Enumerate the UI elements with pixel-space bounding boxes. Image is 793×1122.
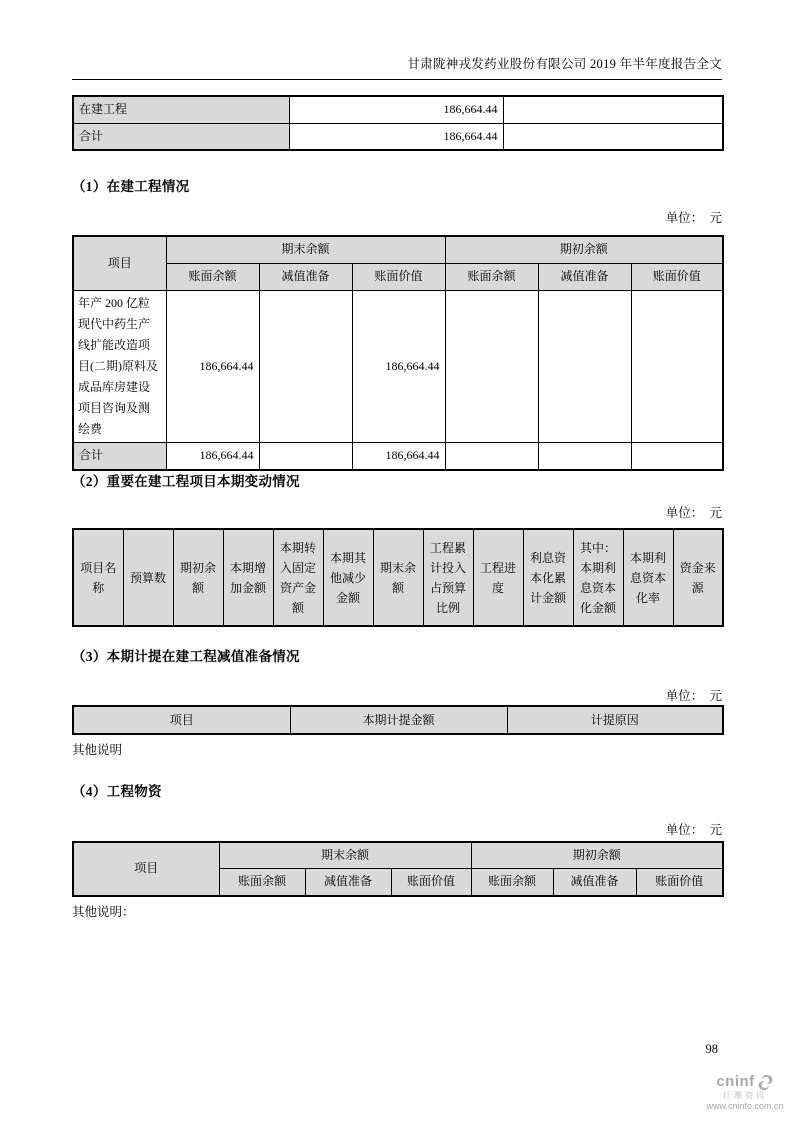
column-header: 减值准备 <box>538 263 631 290</box>
cninfo-url: www.cninfo.com.cn <box>706 1100 784 1111</box>
section-1-heading: （1）在建工程情况 <box>72 179 190 194</box>
value-cell <box>538 442 631 470</box>
column-header: 预算数 <box>123 529 173 626</box>
cninfo-brand-text: cninf <box>716 1073 755 1091</box>
column-header: 账面余额 <box>471 869 553 896</box>
value-cell: 186,664.44 <box>352 442 445 470</box>
table-row <box>73 123 723 150</box>
table-header-row <box>73 529 723 626</box>
value-cell <box>631 290 723 442</box>
column-header: 账面价值 <box>352 263 445 290</box>
column-header: 账面价值 <box>631 263 723 290</box>
other-notes-text: 其他说明： <box>72 905 135 919</box>
project-name-cell: 年产 200 亿粒现代中药生产线扩能改造项目(二期)原料及成品库房建设项目咨询及测绘费 <box>73 290 166 442</box>
column-header: 期末余额 <box>373 529 423 626</box>
cip-changes-table <box>72 528 724 627</box>
column-header: 账面价值 <box>391 869 471 896</box>
column-header: 项目 <box>73 706 290 734</box>
unit-label: 单位： 元 <box>665 689 722 703</box>
column-header: 本期其他减少金额 <box>323 529 373 626</box>
value-cell <box>445 442 538 470</box>
cninfo-chinese-name: 巨潮资讯 <box>723 1091 767 1100</box>
value-cell: 186,664.44 <box>166 290 259 442</box>
column-group-beginning-balance: 期初余额 <box>471 842 723 869</box>
cip-impairment-table <box>72 705 724 735</box>
table-subheader-row <box>73 263 723 290</box>
table-total-row <box>73 442 723 470</box>
cninfo-swirl-icon <box>757 1074 774 1091</box>
value-cell <box>445 290 538 442</box>
table-header-row <box>73 236 723 263</box>
column-header: 账面余额 <box>445 263 538 290</box>
unit-label: 单位： 元 <box>665 823 722 837</box>
column-header: 计提原因 <box>507 706 723 734</box>
column-header: 工程累计投入占预算比例 <box>423 529 473 626</box>
section-2-heading: （2）重要在建工程项目本期变动情况 <box>72 474 300 489</box>
summary-row-value: 186,664.44 <box>289 123 503 150</box>
column-header: 本期利息资本化率 <box>623 529 673 626</box>
column-header: 工程进度 <box>473 529 523 626</box>
column-header: 本期计提金额 <box>290 706 507 734</box>
summary-row-value: 186,664.44 <box>289 96 503 123</box>
column-header-item: 项目 <box>73 842 219 896</box>
page-header <box>72 54 722 80</box>
value-cell: 186,664.44 <box>166 442 259 470</box>
table-header-row <box>73 842 723 869</box>
table-row <box>73 96 723 123</box>
column-header: 账面价值 <box>636 869 723 896</box>
column-header: 其中：本期利息资本化金额 <box>573 529 623 626</box>
value-cell: 186,664.44 <box>352 290 445 442</box>
value-cell <box>538 290 631 442</box>
column-header: 减值准备 <box>305 869 391 896</box>
total-label-cell: 合计 <box>73 442 166 470</box>
column-header: 期初余额 <box>173 529 223 626</box>
column-group-ending-balance: 期末余额 <box>219 842 471 869</box>
column-header: 本期增加金额 <box>223 529 273 626</box>
cip-detail-table <box>72 235 724 471</box>
engineering-materials-table <box>72 841 724 897</box>
column-header: 减值准备 <box>259 263 352 290</box>
cninfo-logo <box>702 1074 788 1112</box>
column-group-ending-balance: 期末余额 <box>166 236 445 263</box>
value-cell <box>259 442 352 470</box>
table-row <box>73 290 723 442</box>
unit-label: 单位： 元 <box>665 211 722 225</box>
summary-row-label: 在建工程 <box>73 96 289 123</box>
summary-row-extra <box>503 96 723 123</box>
unit-label: 单位： 元 <box>665 506 722 520</box>
table-header-row <box>73 706 723 734</box>
cip-summary-table <box>72 95 724 151</box>
summary-row-extra <box>503 123 723 150</box>
value-cell <box>259 290 352 442</box>
column-header-item: 项目 <box>73 236 166 290</box>
column-header: 资金来源 <box>673 529 723 626</box>
section-3-heading: （3）本期计提在建工程减值准备情况 <box>72 649 300 664</box>
page-number: 98 <box>705 1042 718 1056</box>
cninfo-brand-row <box>702 1074 788 1091</box>
section-4-heading: （4）工程物资 <box>72 784 162 799</box>
column-header: 利息资本化累计金额 <box>523 529 573 626</box>
column-header: 项目名称 <box>73 529 123 626</box>
value-cell <box>631 442 723 470</box>
other-notes-text: 其他说明 <box>72 743 123 757</box>
column-header: 账面余额 <box>219 869 305 896</box>
column-header: 账面余额 <box>166 263 259 290</box>
report-title: 甘肃陇神戎发药业股份有限公司 2019 年半年度报告全文 <box>407 57 722 71</box>
column-group-beginning-balance: 期初余额 <box>445 236 723 263</box>
summary-row-label: 合计 <box>73 123 289 150</box>
column-header: 本期转入固定资产金额 <box>273 529 323 626</box>
column-header: 减值准备 <box>553 869 636 896</box>
